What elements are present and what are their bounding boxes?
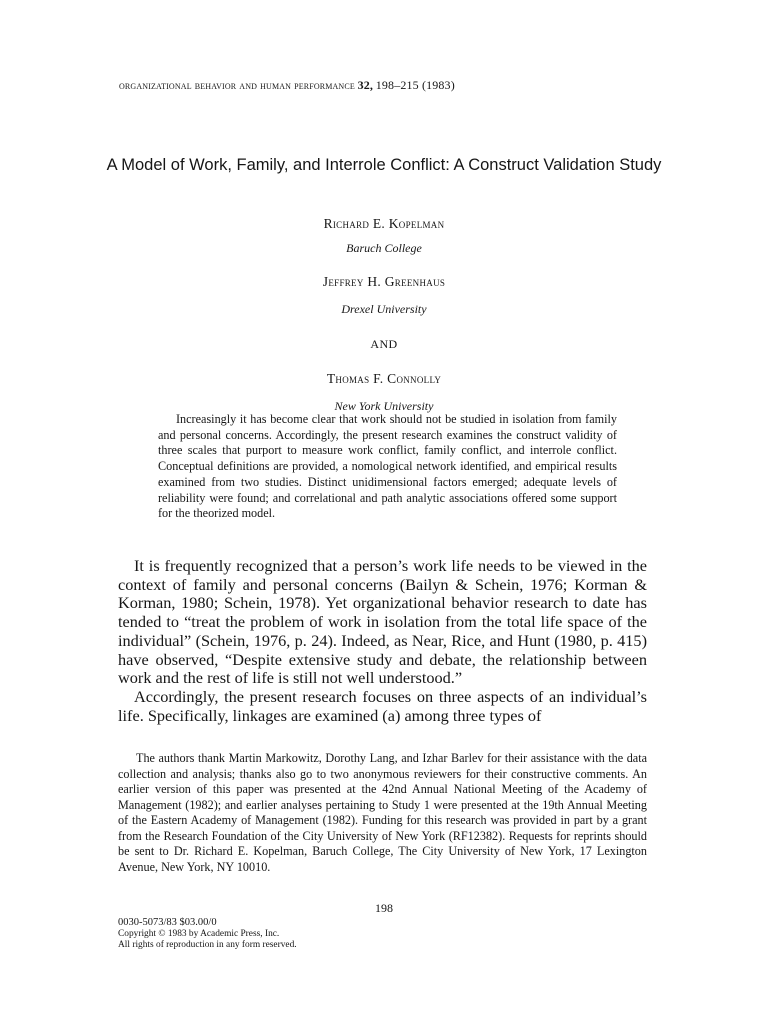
page-number: 198 [375, 901, 393, 915]
author-name: Jeffrey H. Greenhaus [322, 274, 446, 289]
author-affiliation: Drexel University [341, 302, 427, 316]
body-text [118, 557, 647, 725]
journal-name: organizational behavior and human performance [119, 80, 355, 92]
article-code: 0030-5073/83 $03.00/0 [118, 917, 217, 928]
abstract: Increasingly it has become clear that work should not be studied in isolation from family and personal concerns. Accordingly, the present research examines the construct validity of three scales that purport to measure work conflict, family conflict, and interrole conflict. Conceptual definitions are provided, a nomological network identified, and empirical results examined from two studies. Distinct unidimensional factors emerged; adequate levels of reliability were found; and correlational and path analytic associations offered some support for the theorized model. [158, 412, 617, 521]
author-affiliation: New York University [334, 399, 434, 413]
body-paragraph: It is frequently recognized that a person’s work life needs to be viewed in the context of family and personal concerns (Bailyn & Schein, 1976; Korman & Korman, 1980; Schein, 1978). Yet organizational behavior research to date has tended to “treat the problem of work in isolation from the total life space of the individual” (Schein, 1976, p. 24). Indeed, as Near, Rice, and Hunt (1980, p. 415) have observed, “Despite extensive study and debate, the relationship between work and the rest of life is still not well understood.” [118, 556, 647, 688]
running-head [119, 78, 455, 93]
acknowledgment-footnote: The authors thank Martin Markowitz, Dorothy Lang, and Izhar Barlev for their assistance with the data collection and analysis; thanks also go to two anonymous reviewers for their constructive comments. An earlier version of this paper was presented at the 42nd Annual National Meeting of the Academy of Management (1982); and earlier analyses pertaining to Study 1 were presented at the 19th Annual Meeting of the Eastern Academy of Management (1982). Funding for this research was provided in part by a grant from the Research Foundation of the City University of New York (RF12382). Requests for reprints should be sent to Dr. Richard E. Kopelman, Baruch College, The City University of New York, 17 Lexington Avenue, New York, NY 10010. [118, 751, 647, 874]
rights-line: All rights of reproduction in any form reserved. [118, 940, 297, 951]
author-conjunction: AND [370, 337, 398, 351]
copyright-line: Copyright © 1983 by Academic Press, Inc. [118, 929, 280, 939]
copyright-block [118, 916, 297, 951]
author-name: Thomas F. Connolly [326, 371, 442, 386]
author-name: Richard E. Kopelman [323, 216, 445, 231]
author-affiliation: Baruch College [346, 241, 422, 255]
body-paragraph: Accordingly, the present research focuses on three aspects of an individual’s life. Specifically, linkages are examined (a) among three types of [118, 686, 647, 725]
journal-pages-year: 198–215 (1983) [375, 78, 455, 92]
paper-title: A Model of Work, Family, and Interrole Conflict: A Construct Validation Study [106, 156, 662, 174]
journal-volume: 32, [357, 78, 374, 92]
